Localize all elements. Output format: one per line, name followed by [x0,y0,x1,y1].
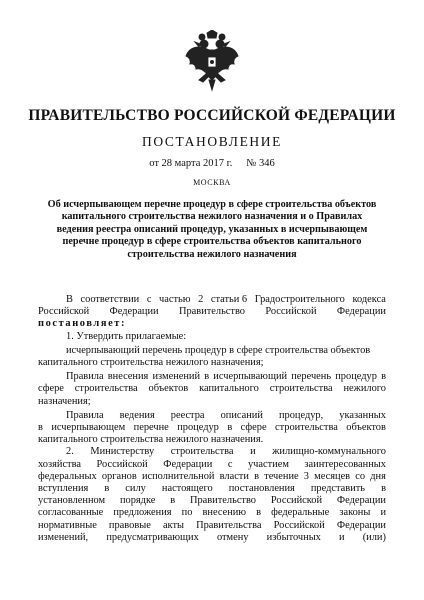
word: заинтересованных [304,458,386,470]
list-item: капитального строительства нежилого назначения. [38,434,264,446]
word: в [227,422,233,434]
word: внесения [107,371,149,383]
list-item: капитального строительства нежилого назначения; [38,357,264,369]
word: ведения [119,409,155,421]
document-date: от 28 марта 2017 г. [149,158,233,169]
word: внесению [202,507,247,519]
word: федеральных [38,470,97,482]
word: Правила [66,409,104,421]
body-line [38,294,386,306]
word: в [254,470,259,482]
word: перечень [291,371,332,383]
title-line: Об исчерпывающем перечне процедур в сфере строительства объектов [47,199,377,210]
word: течение [264,470,299,482]
word: исчерпывающий [213,371,288,383]
word: хозяйства [38,458,81,470]
word: порядке [119,495,156,507]
document-body [38,294,386,544]
list-item [38,410,386,422]
word: Федерации [163,458,213,470]
word: настоящего [161,483,213,495]
word: с [227,458,233,470]
word: в [381,483,386,495]
word: нежилого [343,383,386,395]
body-line [38,306,386,318]
word: нормативные [38,519,97,531]
word: вступления [38,483,89,495]
item-2-line [38,446,386,458]
word: избыточных [266,531,321,543]
word: перечне [133,422,169,434]
word: объектов [148,383,189,395]
word: установленном [38,495,106,507]
word: изменений, [38,531,89,543]
word: участием [247,458,289,470]
word: частью [159,294,191,305]
word: процедур [177,422,219,434]
document-title [40,199,384,261]
word: со [355,470,366,482]
word: реестра [170,409,205,421]
item-2-line [38,495,386,507]
government-name: ПРАВИТЕЛЬСТВО РОССИЙСКОЙ ФЕДЕРАЦИИ [28,107,396,124]
list-item: назначения; [38,395,91,407]
word: Министерству [90,446,155,458]
list-item: исчерпывающий перечень процедур в сфере строительства объектов [66,344,371,356]
word: описаний [220,409,263,421]
title-line: капитального строительства нежилого назначения и о Правилах [61,211,363,223]
word: дня [370,470,386,482]
word: соответствии [80,294,140,305]
word: предложения [113,507,172,519]
word: постановления [228,483,295,495]
word: акты [162,519,184,531]
word: отмену [216,531,249,543]
title-line: ведения реестра описаний процедур, указанных в исчерпывающем [56,223,368,235]
word: в [38,422,43,434]
word: федеральные [271,507,330,519]
word: процедур, [278,409,324,421]
word: и [380,507,386,519]
word: Градостроительного [254,294,345,305]
word: процедур [335,371,377,383]
word: в [256,507,262,519]
word: В [66,294,73,305]
word: Федерации [336,495,386,507]
word: Российской [265,306,317,318]
title-line: строительства нежилого назначения [127,248,297,260]
document-date-line [0,158,424,169]
word: Федерации [336,306,386,318]
coat-of-arms-icon [185,30,239,92]
document-number: № 346 [246,158,275,169]
word: исчерпывающем [51,422,126,434]
word: объектов [346,422,386,434]
word: согласованные [38,507,104,519]
word: Российской [38,306,90,318]
word: Российской [96,458,148,470]
word: строительства [269,383,333,395]
word: 2 [198,294,204,305]
word: указанных [339,409,386,421]
item-2-line [38,520,386,532]
word: сфере [240,422,267,434]
word: с [146,294,152,305]
word: статьи 6 [210,294,248,305]
word: по [181,507,193,519]
item-2-line [38,459,386,471]
list-item [38,371,386,383]
word: изменений [152,371,201,383]
list-item [38,422,386,434]
word: и [339,531,345,543]
word: Правительство [189,495,257,507]
word: Российской [270,495,323,507]
word: исполнительной [141,470,215,482]
word: в [381,371,386,383]
decree-word: постановляет: [38,318,127,330]
word: месяцев [314,470,351,482]
word: сфере [38,383,64,395]
list-item [38,383,386,395]
word: кодекса [352,294,386,305]
word: власти [219,470,249,482]
word: жилищно-коммунального [272,446,386,458]
word: Правила [66,371,104,383]
item-2-line [38,483,386,495]
item-2-line [38,507,386,519]
word: предусматривающих [106,531,199,543]
word: органов [101,470,137,482]
word: и [250,446,256,458]
word: строительства [170,446,234,458]
word: Федерации [109,306,159,318]
title-line: перечне процедур в сфере строительства объектов капитального [62,236,362,248]
item-2-line [38,471,386,483]
item-2-line [38,532,386,544]
word: капитального [199,383,259,395]
word: в [104,483,110,495]
word: в [204,371,210,383]
word: в [170,495,176,507]
item-1: 1. Утвердить прилагаемые: [66,330,187,342]
word: (или) [362,531,386,543]
word: строительства [74,383,138,395]
word: 2. [66,446,74,458]
document-type: ПОСТАНОВЛЕНИЕ [142,134,282,149]
word: Правительство [178,306,245,318]
word: 3 [303,470,309,482]
word: силу [125,483,146,495]
word: правовые [108,519,151,531]
word: строительства [275,422,338,434]
word: Правительства [196,519,262,531]
word: представить [310,483,366,495]
word: законы [339,507,371,519]
word: Российской [273,519,325,531]
word: Федерации [336,519,386,531]
document-city: МОСКВА [193,178,231,187]
